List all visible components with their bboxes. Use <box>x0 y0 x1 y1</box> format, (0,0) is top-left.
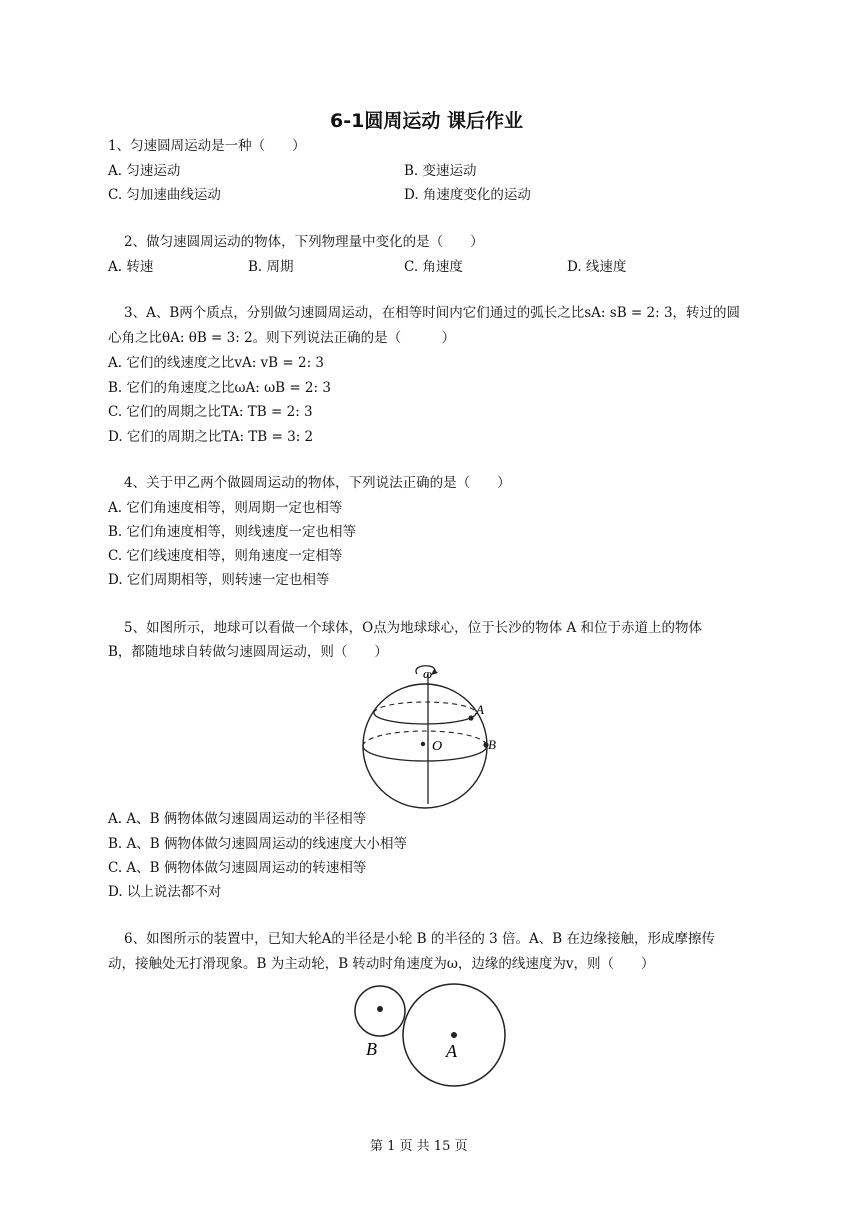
friction-wheels-figure <box>350 978 510 1090</box>
question-3-option-b: B. 它们的角速度之比ωA: ωB = 2: 3 <box>108 380 331 396</box>
question-4-option-b: B. 它们角速度相等，则线速度一定也相等 <box>108 524 357 540</box>
question-2-option-c: C. 角速度 <box>404 259 463 275</box>
question-3-option-a: A. 它们的线速度之比vA: vB = 2: 3 <box>108 355 325 371</box>
question-2-stem: 2、做匀速圆周运动的物体，下列物理量中变化的是（ ） <box>124 234 484 250</box>
question-5-option-c: C. A、B 俩物体做匀速圆周运动的转速相等 <box>108 860 367 876</box>
question-5-option-a: A. A、B 俩物体做匀速圆周运动的半径相等 <box>108 811 367 827</box>
point-b-label: B <box>488 737 496 752</box>
small-wheel-center <box>377 1006 383 1012</box>
center-o-dot <box>421 742 425 746</box>
question-4-stem: 4、关于甲乙两个做圆周运动的物体，下列说法正确的是（ ） <box>124 475 511 491</box>
point-a-label: A <box>476 702 484 717</box>
question-6-stem-line-1: 6、如图所示的装置中，已知大轮A的半径是小轮 B 的半径的 3 倍。A、B 在边缘接触，形成摩擦传 <box>124 931 715 947</box>
question-1-option-a: A. 匀速运动 <box>108 163 181 179</box>
question-2-option-d: D. 线速度 <box>567 259 627 275</box>
wheel-a-label: A <box>446 1041 457 1061</box>
question-3-option-d: D. 它们的周期之比TA: TB = 3: 2 <box>108 429 314 445</box>
page-footer: 第 1 页 共 15 页 <box>370 1139 468 1154</box>
question-3-stem-line-1: 3、A、B两个质点，分别做匀速圆周运动，在相等时间内它们通过的弧长之比sA: sB = 2: 3，转过的圆 <box>124 305 741 321</box>
question-5-option-d: D. 以上说法都不对 <box>108 884 222 900</box>
question-4-option-d: D. 它们周期相等，则转速一定也相等 <box>108 572 330 588</box>
latitude-front <box>374 713 476 724</box>
equator-front <box>363 746 487 761</box>
center-o-label: O <box>432 739 443 754</box>
question-1-option-d: D. 角速度变化的运动 <box>404 187 531 203</box>
point-a-dot <box>468 715 473 720</box>
question-2-option-b: B. 周期 <box>248 259 294 275</box>
omega-label: ω <box>423 666 433 681</box>
question-4-option-c: C. 它们线速度相等，则角速度一定相等 <box>108 548 343 564</box>
question-4-option-a: A. 它们角速度相等，则周期一定也相等 <box>108 500 343 516</box>
large-wheel-center <box>451 1032 457 1038</box>
question-1-option-b: B. 变速运动 <box>404 163 477 179</box>
question-5-stem-line-1: 5、如图所示，地球可以看做一个球体，O点为地球球心，位于长沙的物体 A 和位于赤道上的物体 <box>124 620 702 636</box>
question-3-stem-line-2: 心角之比θA: θB = 3: 2。则下列说法正确的是（ ） <box>108 330 456 346</box>
earth-sphere-figure <box>355 664 505 810</box>
earth-circle <box>363 684 487 808</box>
question-5-option-b: B. A、B 俩物体做匀速圆周运动的线速度大小相等 <box>108 836 407 852</box>
question-1-stem: 1、匀速圆周运动是一种（ ） <box>108 138 306 154</box>
wheel-b-label: B <box>366 1039 377 1059</box>
question-5-stem-line-2: B，都随地球自转做匀速圆周运动，则（ ） <box>108 644 388 660</box>
page-title: 6-1圆周运动 课后作业 <box>330 110 523 132</box>
latitude-back <box>374 702 476 713</box>
question-6-stem-line-2: 动，接触处无打滑现象。B 为主动轮，B 转动时角速度为ω，边缘的线速度为v，则（ ） <box>108 956 655 972</box>
question-2-option-a: A. 转速 <box>108 259 154 275</box>
question-3-option-c: C. 它们的周期之比TA: TB = 2: 3 <box>108 404 313 420</box>
question-1-option-c: C. 匀加速曲线运动 <box>108 187 221 203</box>
